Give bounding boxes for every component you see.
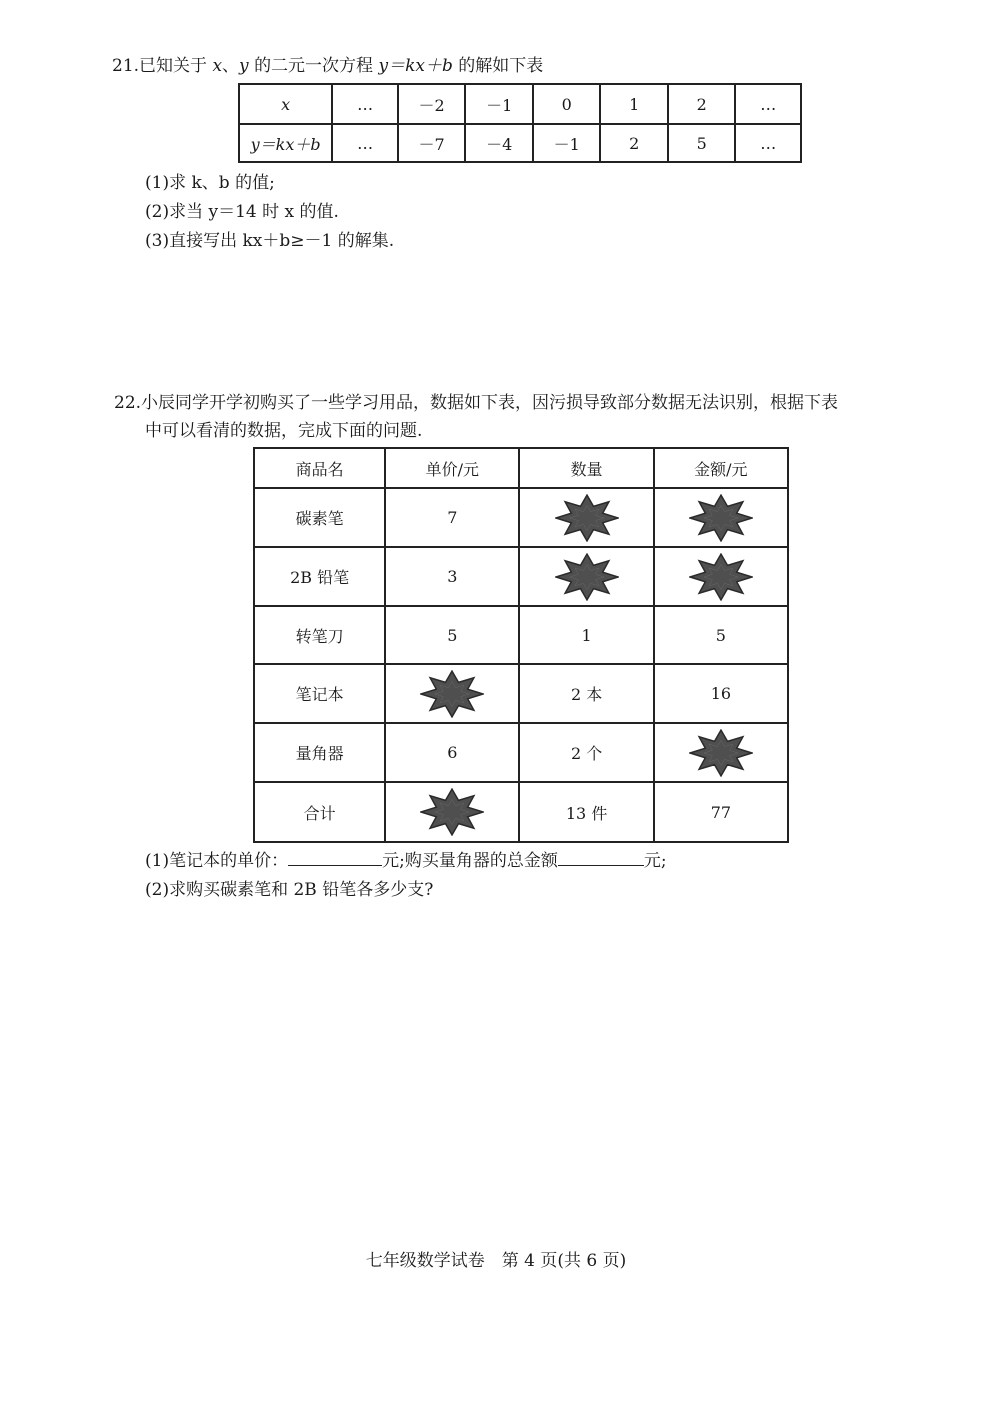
q21-cell: －2: [398, 84, 466, 124]
q22-sub1-text-c: 元;: [643, 851, 667, 871]
header-unit-price: 单价/元: [385, 448, 519, 488]
q21-cell: …: [735, 84, 801, 124]
cell-amount: [654, 723, 788, 782]
q21-number: 21.: [112, 56, 140, 76]
cell-unit-price: 7: [385, 488, 519, 547]
cell-quantity: [519, 547, 653, 606]
answer-blank-total-amount[interactable]: [558, 849, 644, 866]
table-row: [254, 782, 788, 842]
ink-smudge-icon: [555, 494, 619, 542]
cell-amount: 5: [654, 606, 788, 664]
q21-var-x: x: [212, 56, 223, 76]
q22-stem-text1: 小辰同学开学初购买了一些学习用品，数据如下表，因污损导致部分数据无法识别，根据下表: [141, 393, 839, 413]
q21-cell: －4: [465, 124, 533, 162]
table-row: [254, 664, 788, 723]
q21-cell: x: [239, 84, 332, 124]
q22-sub1: [145, 846, 667, 871]
cell-amount: [654, 547, 788, 606]
q21-cell: 1: [600, 84, 667, 124]
q22-sub2: (2)求购买碳素笔和 2B 铅笔各多少支?: [145, 880, 434, 900]
cell-unit-price: [385, 782, 519, 842]
cell-unit-price: [385, 664, 519, 723]
ink-smudge-icon: [689, 729, 753, 777]
answer-blank-unit-price[interactable]: [288, 849, 382, 866]
cell-unit-price: 5: [385, 606, 519, 664]
cell-item: 转笔刀: [254, 606, 385, 664]
table-row: [254, 606, 788, 664]
cell-quantity: 2 本: [519, 664, 653, 723]
q21-stem-mid: 的二元一次方程: [254, 56, 374, 76]
header-quantity: 数量: [519, 448, 653, 488]
table-row: [254, 723, 788, 782]
cell-item: 碳素笔: [254, 488, 385, 547]
q21-table: [238, 83, 802, 163]
table-row: [254, 488, 788, 547]
q21-cell: 0: [533, 84, 601, 124]
cell-item: 合计: [254, 782, 385, 842]
q21-sub1: (1)求 k、b 的值;: [145, 173, 275, 193]
q22-header-row: [254, 448, 788, 488]
q22-table: [253, 447, 789, 843]
q21-var-y: y: [239, 56, 249, 76]
ink-smudge-icon: [689, 553, 753, 601]
ink-smudge-icon: [420, 670, 484, 718]
q22-number: 22.: [114, 393, 142, 413]
q21-stem-post: 的解如下表: [458, 56, 544, 76]
q22-stem-line2: 中可以看清的数据，完成下面的问题.: [145, 421, 423, 441]
header-item: 商品名: [254, 448, 385, 488]
cell-amount: 16: [654, 664, 788, 723]
q21-sub2: (2)求当 y＝14 时 x 的值.: [145, 202, 339, 222]
cell-item: 量角器: [254, 723, 385, 782]
q21-cell: 2: [600, 124, 667, 162]
q21-cell: －1: [465, 84, 533, 124]
q22-sub1-text-a: (1)笔记本的单价：: [145, 851, 289, 871]
header-amount: 金额/元: [654, 448, 788, 488]
cell-quantity: 1: [519, 606, 653, 664]
q21-cell: …: [332, 124, 398, 162]
q21-cell: …: [735, 124, 801, 162]
cell-unit-price: 3: [385, 547, 519, 606]
q21-table-row-x: [239, 84, 801, 124]
cell-item: 笔记本: [254, 664, 385, 723]
q21-cell: 2: [668, 84, 735, 124]
q21-cell: －1: [533, 124, 601, 162]
q21-sub3: (3)直接写出 kx＋b≥－1 的解集.: [145, 231, 395, 251]
page-footer: 七年级数学试卷 第 4 页(共 6 页): [365, 1251, 627, 1271]
q21-stem-pre: 已知关于: [139, 56, 208, 76]
cell-unit-price: 6: [385, 723, 519, 782]
cell-quantity: 2 个: [519, 723, 653, 782]
q22-stem-line1: [114, 390, 838, 416]
q21-stem: [112, 53, 543, 79]
cell-amount: [654, 488, 788, 547]
q21-equation: y＝kx＋b: [378, 56, 453, 76]
ink-smudge-icon: [555, 553, 619, 601]
q21-cell: …: [332, 84, 398, 124]
cell-item: 2B 铅笔: [254, 547, 385, 606]
q21-cell: 5: [668, 124, 735, 162]
q21-sep: 、: [222, 56, 240, 76]
q21-cell: －7: [398, 124, 466, 162]
ink-smudge-icon: [420, 788, 484, 836]
q22-sub1-text-b: 元;购买量角器的总金额: [382, 851, 558, 871]
table-row: [254, 547, 788, 606]
q21-table-row-y: [239, 124, 801, 162]
q21-cell: y＝kx＋b: [239, 124, 332, 162]
cell-amount: 77: [654, 782, 788, 842]
cell-quantity: [519, 488, 653, 547]
ink-smudge-icon: [689, 494, 753, 542]
cell-quantity: 13 件: [519, 782, 653, 842]
